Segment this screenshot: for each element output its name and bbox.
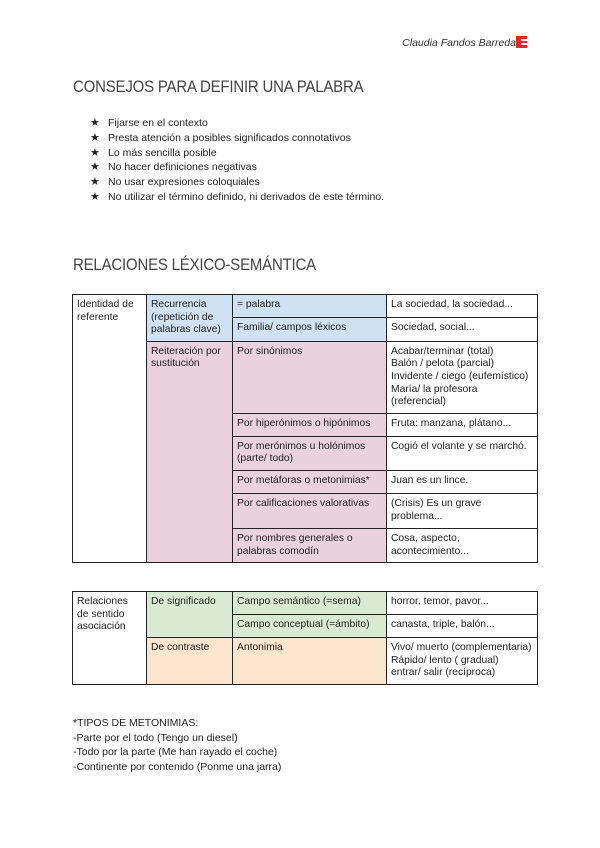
antonimia-example: Vivo/ muerto (complementaria) Rápido/ lento ( gradual) entrar/ salir (recíproca) [387,638,538,685]
group-identidad-cell: Identidad de referente [73,295,147,563]
author-name: Claudia Fandos Barreda [402,37,516,49]
antonimia-cell: Antonimia [233,638,387,685]
calificaciones-example: (Crisis) Es un grave problema... [387,493,538,528]
sinonimos-example: Acabar/terminar (total) Balón / pelota (parcial) Invidente / ciego (eufemístico) María/ la profesora (referencial) [387,341,538,413]
igual-palabra-example: La sociedad, la sociedad... [387,295,538,318]
table-row [73,295,538,318]
list-item: ★ Presta atención a posibles significados connotativos [90,131,351,144]
campo-semantico-example: horror, temor, pavor... [387,592,538,615]
star-bullet-icon: ★ [90,190,100,203]
notes-line: -Parte por el todo (Tengo un diesel) [73,731,238,744]
star-bullet-icon: ★ [90,146,100,159]
logo-mark-icon [516,36,527,48]
group-relaciones-cell: Relaciones de sentido asociación [73,592,147,685]
de-contraste-cell: De contraste [147,638,233,685]
recurrencia-cell: Recurrencia (repetición de palabras clave) [147,295,233,342]
familia-example: Sociedad, social... [387,318,538,341]
metonimias-notes [73,716,281,774]
list-item: ★ No hacer definiciones negativas [90,161,257,174]
metaforas-cell: Por metáforas o metonimias* [233,470,387,493]
campo-semantico-cell: Campo semántico (=sema) [233,592,387,615]
campo-conceptual-cell: Campo conceptual (=ámbito) [233,615,387,638]
list-item: ★ No utilizar el término definido, ni derivados de este término. [90,190,385,203]
list-item: ★ Fijarse en el contexto [90,117,208,129]
tips-list [90,116,384,205]
list-item: ★ Lo más sencilla posible [90,146,217,159]
section-title-relaciones: RELACIONES LÉXICO-SEMÁNTICA [73,255,316,274]
star-bullet-icon: ★ [90,161,100,174]
meronimos-example: Cogió el volante y se marchó. [387,436,538,470]
nombres-example: Cosa, aspecto, acontecimiento... [387,528,538,562]
sinonimos-cell: Por sinónimos [233,341,387,413]
notes-title: *TIPOS DE METONIMIAS: [73,717,199,729]
igual-palabra-cell: = palabra [233,295,387,318]
hiperonimos-cell: Por hiperónimos o hipónimos [233,413,387,436]
notes-line: -Continente por contenido (Ponme una jarra) [73,760,282,773]
star-bullet-icon: ★ [90,131,100,144]
campo-conceptual-example: canasta, triple, balón... [387,615,538,638]
star-bullet-icon: ★ [90,176,100,189]
table-row [73,592,538,615]
list-item: ★ No usar expresiones coloquiales [90,176,260,189]
metaforas-example: Juan es un lince. [387,470,538,493]
relaciones-table-sentido [72,591,538,685]
reiteracion-cell: Reiteración por sustitución [147,341,233,562]
star-bullet-icon: ★ [90,117,100,129]
section-title-consejos: CONSEJOS PARA DEFINIR UNA PALABRA [73,77,364,96]
nombres-cell: Por nombres generales o palabras comodín [233,528,387,562]
calificaciones-cell: Por calificaciones valorativas [233,493,387,528]
meronimos-cell: Por merónimos u holónimos (parte/ todo) [233,436,387,470]
relaciones-table [72,294,538,563]
notes-line: -Todo por la parte (Me han rayado el coche) [73,746,278,759]
hiperonimos-example: Fruta: manzana, plátano... [387,413,538,436]
de-significado-cell: De significado [147,592,233,638]
familia-cell: Familia/ campos léxicos [233,318,387,341]
